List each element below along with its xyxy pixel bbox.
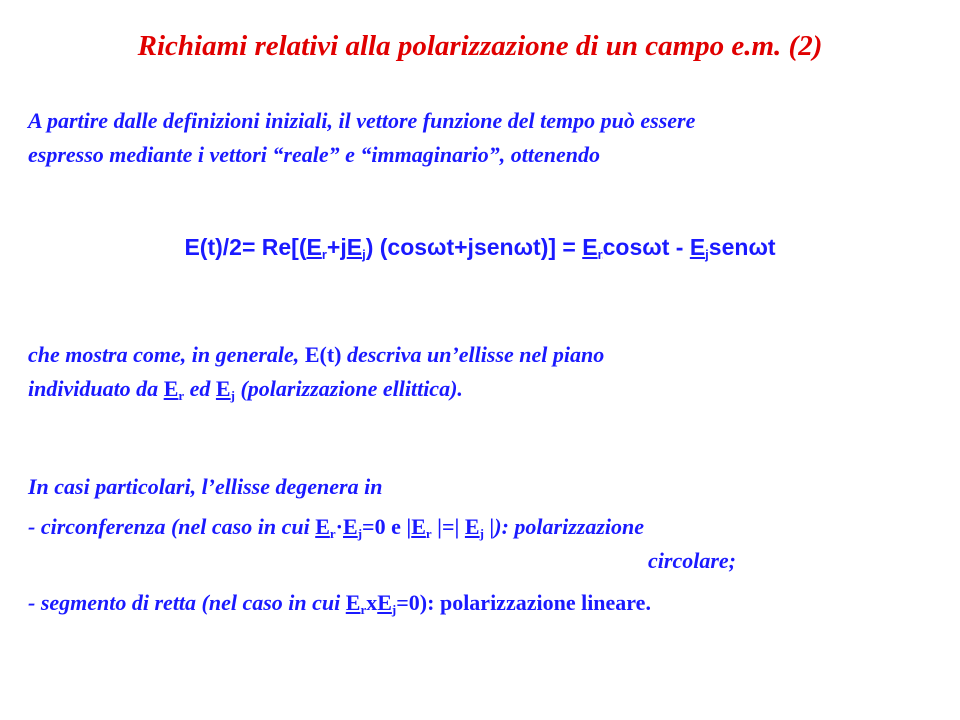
intro-paragraph <box>28 104 695 172</box>
special-cases-paragraph <box>28 470 736 620</box>
vector-er: $E_r$ <box>582 234 603 262</box>
intro-line-2: espresso mediante i vettori “reale” e “immaginario”, ottenendo <box>28 142 600 167</box>
vector-er: $E_r$ <box>306 234 327 262</box>
ellipse-line-1: che mostra come, in generale, E(t) descriva un’ellisse nel piano <box>28 342 605 367</box>
vector-er: $E_r$ <box>345 590 367 617</box>
ellipse-line-2: individuato da $E_r$ ed $E_j$ (polarizzazione ellittica). <box>28 376 463 403</box>
case-circle-continuation: circolare; <box>648 548 736 573</box>
vector-er: $E_r$ <box>315 514 336 541</box>
vector-ej: $E_j$ <box>377 590 397 617</box>
vector-ej: $E_j$ <box>215 376 235 403</box>
case-segment: - segmento di retta (nel caso in cui $E_rxE_j=0$): polarizzazione lineare. <box>28 590 651 617</box>
vector-ej: $E_j$ <box>689 234 709 262</box>
special-cases-intro: In casi particolari, l’ellisse degenera in <box>28 474 383 499</box>
vector-er: $E_r$ <box>411 514 432 541</box>
vector-ej: $E_j$ <box>346 234 366 262</box>
main-formula: $E(t)/2= Re[(E_r+jE_j)$ (cosωt+jsenωt)] = $E_r\cos\omega t - E_jsen\omega t$ <box>184 234 776 262</box>
vector-ej: $E_j$ <box>343 514 363 541</box>
case-circle: - circonferenza (nel caso in cui $E_r\cdot E_j=0$ e $|E_r$ |=| $E_j$ |): polarizzazione <box>28 514 645 541</box>
vector-ej: $E_j$ <box>464 514 484 541</box>
ellipse-paragraph <box>28 338 604 406</box>
slide-title: Richiami relativi alla polarizzazione di un campo e.m. (2) <box>137 30 823 62</box>
vector-er: $E_r$ <box>163 376 185 403</box>
intro-line-1: A partire dalle definizioni iniziali, il vettore funzione del tempo può essere <box>28 108 696 133</box>
